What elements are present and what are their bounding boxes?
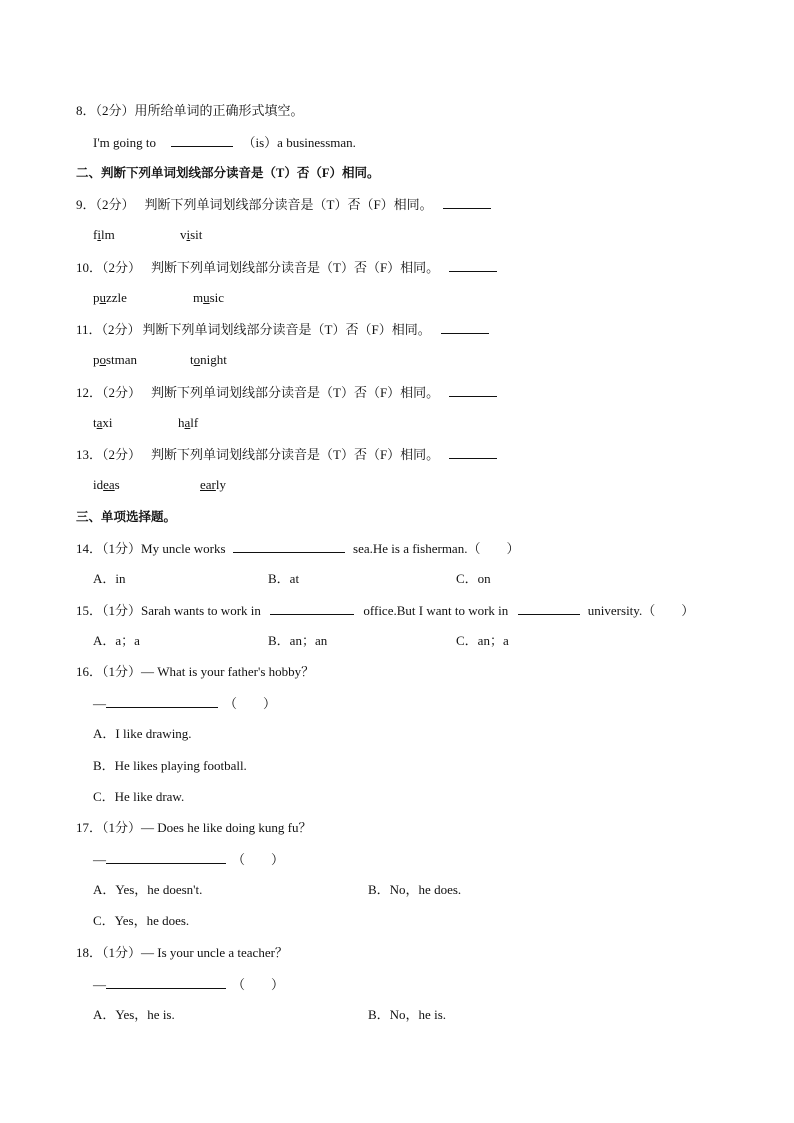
question-number: 18．（1分） — [76, 945, 142, 960]
answer-blank[interactable] — [106, 976, 226, 989]
question-text: office.But I want to work in — [363, 603, 509, 618]
word-part: p — [93, 290, 100, 305]
option-c[interactable]: C．on — [456, 571, 491, 586]
answer-blank[interactable] — [106, 695, 218, 708]
answer-blank[interactable] — [270, 602, 354, 615]
question-text: 判断下列单词划线部分读音是（T）否（F）相同。 — [151, 447, 440, 462]
question-number: 9．（2分） — [76, 197, 135, 212]
phonics-question — [76, 196, 491, 213]
question-text: — What is your father's hobby？ — [141, 664, 315, 679]
phonics-word — [200, 477, 226, 493]
underlined-letters: a — [96, 415, 103, 430]
word-part: v — [180, 227, 187, 242]
question-number: 14．（1分） — [76, 541, 142, 556]
word-part: sit — [190, 227, 203, 242]
question-instruction: 用所给单词的正确形式填空。 — [134, 103, 304, 118]
phonics-question — [76, 259, 497, 276]
phonics-word — [93, 352, 137, 368]
question-text: 判断下列单词划线部分读音是（T）否（F）相同。 — [144, 197, 433, 212]
word-part: ly — [215, 477, 226, 492]
phonics-word — [93, 415, 113, 431]
dash: — — [93, 977, 106, 992]
question-text: 判断下列单词划线部分读音是（T）否（F）相同。 — [151, 385, 440, 400]
question-text: 判断下列单词划线部分读音是（T）否（F）相同。 — [142, 322, 431, 337]
question-number: 15．（1分） — [76, 603, 142, 618]
dash: — — [93, 852, 106, 867]
underlined-letters: o — [99, 352, 106, 367]
word-part: id — [93, 477, 104, 492]
underlined-letters: u — [203, 290, 210, 305]
answer-line — [93, 851, 284, 868]
word-part: xi — [102, 415, 113, 430]
word-part: night — [200, 352, 227, 367]
word-part: m — [193, 290, 204, 305]
option-b[interactable]: B．He likes playing football. — [93, 758, 247, 773]
answer-paren: （ ） — [232, 977, 285, 992]
question-number: 12．（2分） — [76, 385, 142, 400]
question-18 — [76, 945, 288, 961]
underlined-letters: a — [184, 415, 191, 430]
option-b[interactable]: B．No，he is. — [368, 1007, 447, 1022]
answer-blank[interactable] — [449, 446, 497, 459]
underlined-letters: i — [97, 227, 101, 242]
answer-blank[interactable] — [233, 540, 345, 553]
answer-line — [93, 695, 276, 712]
answer-blank[interactable] — [449, 384, 497, 397]
option-b[interactable]: B．at — [268, 571, 300, 586]
answer-blank[interactable] — [106, 851, 226, 864]
question-number: 8．（2分） — [76, 103, 135, 118]
option-b[interactable]: B．an；an — [268, 633, 328, 648]
question-number: 16．（1分） — [76, 664, 142, 679]
question-number: 10．（2分） — [76, 260, 142, 275]
answer-blank[interactable] — [518, 602, 580, 615]
answer-line — [93, 976, 284, 993]
phonics-question — [76, 446, 497, 463]
underlined-letters: i — [186, 227, 191, 242]
phonics-word — [190, 352, 227, 368]
dash: — — [93, 696, 106, 711]
question-16 — [76, 664, 314, 680]
option-a[interactable]: A．Yes，he doesn't. — [93, 882, 203, 897]
question-text: — Does he like doing kung fu？ — [141, 820, 312, 835]
option-b[interactable]: B．No，he does. — [368, 882, 462, 897]
word-part: stman — [106, 352, 138, 367]
phonics-question — [76, 384, 497, 401]
answer-blank[interactable] — [441, 321, 489, 334]
word-part: f — [93, 227, 98, 242]
option-a[interactable]: A．Yes，he is. — [93, 1007, 175, 1022]
option-a[interactable]: A．a；a — [93, 633, 140, 648]
option-a[interactable]: A．I like drawing. — [93, 726, 192, 741]
phonics-question — [76, 321, 489, 338]
underlined-letters: u — [99, 290, 106, 305]
sentence-text: I'm going to — [93, 135, 157, 150]
phonics-word — [93, 290, 127, 306]
question-text: sea.He is a fisherman.（ ） — [353, 541, 520, 556]
word-part: sic — [209, 290, 225, 305]
answer-blank[interactable] — [443, 196, 491, 209]
question-text: My uncle works — [141, 541, 226, 556]
option-c[interactable]: C．Yes，he does. — [93, 913, 190, 928]
question-number: 17．（1分） — [76, 820, 142, 835]
question-number: 11．（2分） — [76, 322, 141, 337]
question-text: Sarah wants to work in — [141, 603, 261, 618]
question-text: — Is your uncle a teacher？ — [141, 945, 288, 960]
option-c[interactable]: C．He like draw. — [93, 789, 185, 804]
question-8 — [76, 103, 304, 119]
answer-blank[interactable] — [449, 259, 497, 272]
question-8-sentence — [93, 134, 356, 151]
question-text: university.（ ） — [587, 603, 695, 618]
phonics-word — [178, 415, 198, 431]
answer-paren: （ ） — [224, 696, 277, 711]
question-14 — [76, 540, 519, 557]
word-part: zzle — [106, 290, 127, 305]
option-c[interactable]: C．an；a — [456, 633, 509, 648]
section-heading: 二、判断下列单词划线部分读音是（T）否（F）相同。 — [76, 166, 380, 180]
word-part: t — [190, 352, 194, 367]
word-part: s — [114, 477, 120, 492]
word-part: p — [93, 352, 100, 367]
word-part: lm — [100, 227, 115, 242]
section-heading: 三、单项选择题。 — [76, 510, 177, 524]
answer-blank[interactable] — [171, 134, 233, 147]
question-17 — [76, 820, 311, 836]
word-part: t — [93, 415, 97, 430]
underlined-letters: ea — [103, 477, 115, 492]
word-part: lf — [190, 415, 199, 430]
sentence-text: （is）a businessman. — [242, 135, 356, 150]
answer-paren: （ ） — [232, 852, 285, 867]
word-part: h — [178, 415, 185, 430]
option-a[interactable]: A．in — [93, 571, 126, 586]
underlined-letters: o — [193, 352, 201, 367]
question-text: 判断下列单词划线部分读音是（T）否（F）相同。 — [151, 260, 440, 275]
phonics-word — [93, 477, 120, 493]
phonics-word — [93, 227, 115, 243]
phonics-word — [180, 227, 202, 243]
phonics-word — [193, 290, 224, 306]
underlined-letters: ear — [200, 477, 216, 492]
question-number: 13．（2分） — [76, 447, 142, 462]
question-15 — [76, 602, 694, 619]
